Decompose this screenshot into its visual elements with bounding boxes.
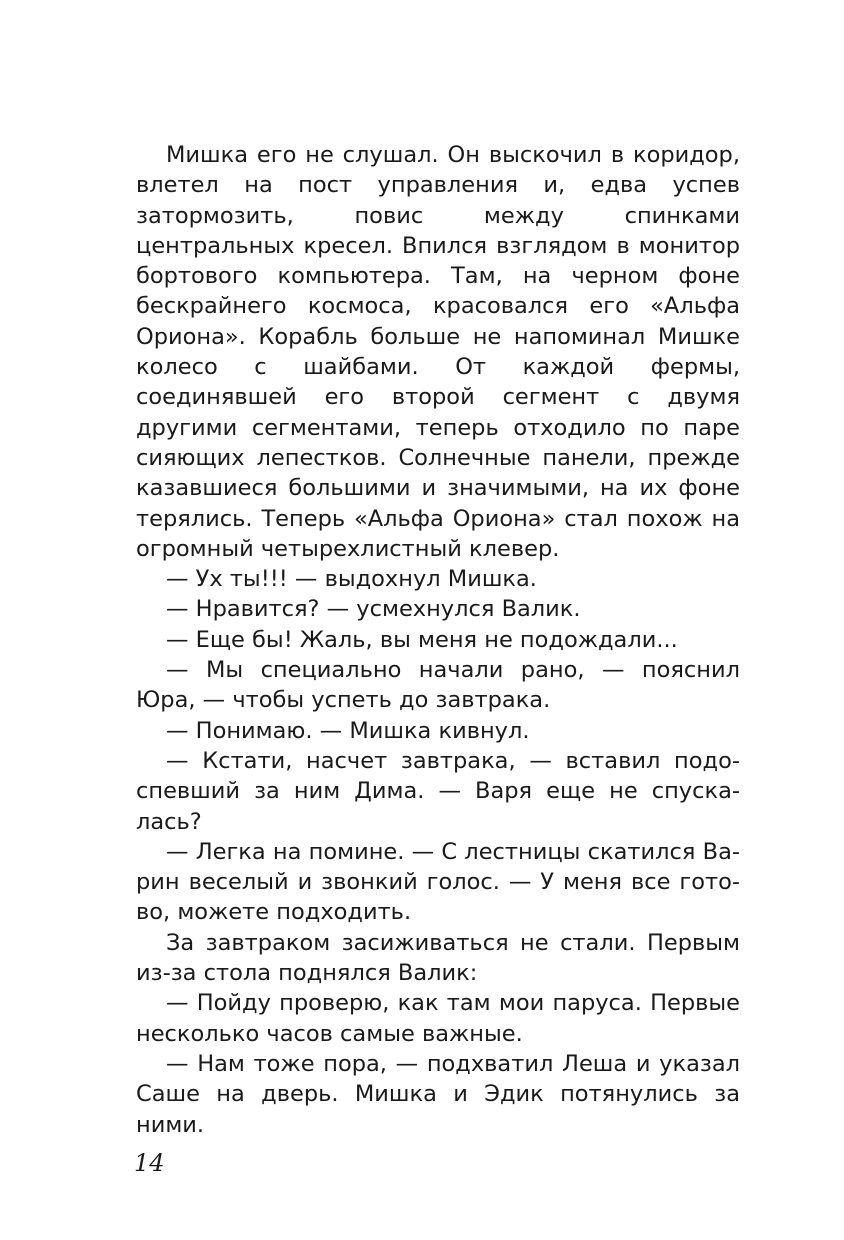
paragraph-1: Мишка его не слушал. Он выскочил в коридор, влетел на пост управления и, едва успев затормозить, повис между спинками центральных кресел. Впился взглядом в монитор бортового компьютера. Там, на черном фоне бескрайнего космоса, красовался его «Альфа Ориона». Корабль больше не напоминал Мишке колесо с шайбами. От каждой фермы, соединявшей его второй сегмент с двумя другими сегментами, теперь отходило по паре сияющих лепестков. Солнечные панели, прежде казавшиеся большими и значимыми, на их фоне терялись. Теперь «Альфа Ориона» стал похож на огромный четырехлистный клевер. — [136, 142, 740, 562]
paragraph-6: — Понимаю. — Мишка кивнул. — [166, 717, 530, 744]
paragraph-3: — Нравится? — усмехнулся Валик. — [166, 596, 581, 623]
paragraph-2: — Ух ты!!! — выдохнул Мишка. — [166, 566, 537, 593]
paragraph-10: — Пойду проверю, как там мои паруса. Первые несколько часов самые важные. — [136, 990, 740, 1047]
paragraph-7: — Кстати, насчет завтрака, — вставил подоспевший за ним Дима. — Варя еще не спускалась? — [136, 747, 740, 835]
paragraph-8: — Легка на помине. — С лестницы скатился Варин веселый и звонкий голос. — У меня все готово, можете подходить. — [136, 838, 740, 926]
body-text — [136, 140, 740, 1140]
paragraph-9: За завтраком засиживаться не стали. Первым из-за стола поднялся Валик: — [136, 929, 740, 987]
page-number: 14 — [134, 1149, 165, 1177]
paragraph-5: — Мы специально начали рано, — пояснил Юра, — чтобы успеть до завтрака. — [136, 657, 740, 714]
paragraph-11: — Нам тоже пора, — подхватил Леша и указал Саше на дверь. Мишка и Эдик потянулись за ними. — [136, 1050, 740, 1138]
paragraph-4: — Еще бы! Жаль, вы меня не подождали... — [166, 626, 678, 653]
